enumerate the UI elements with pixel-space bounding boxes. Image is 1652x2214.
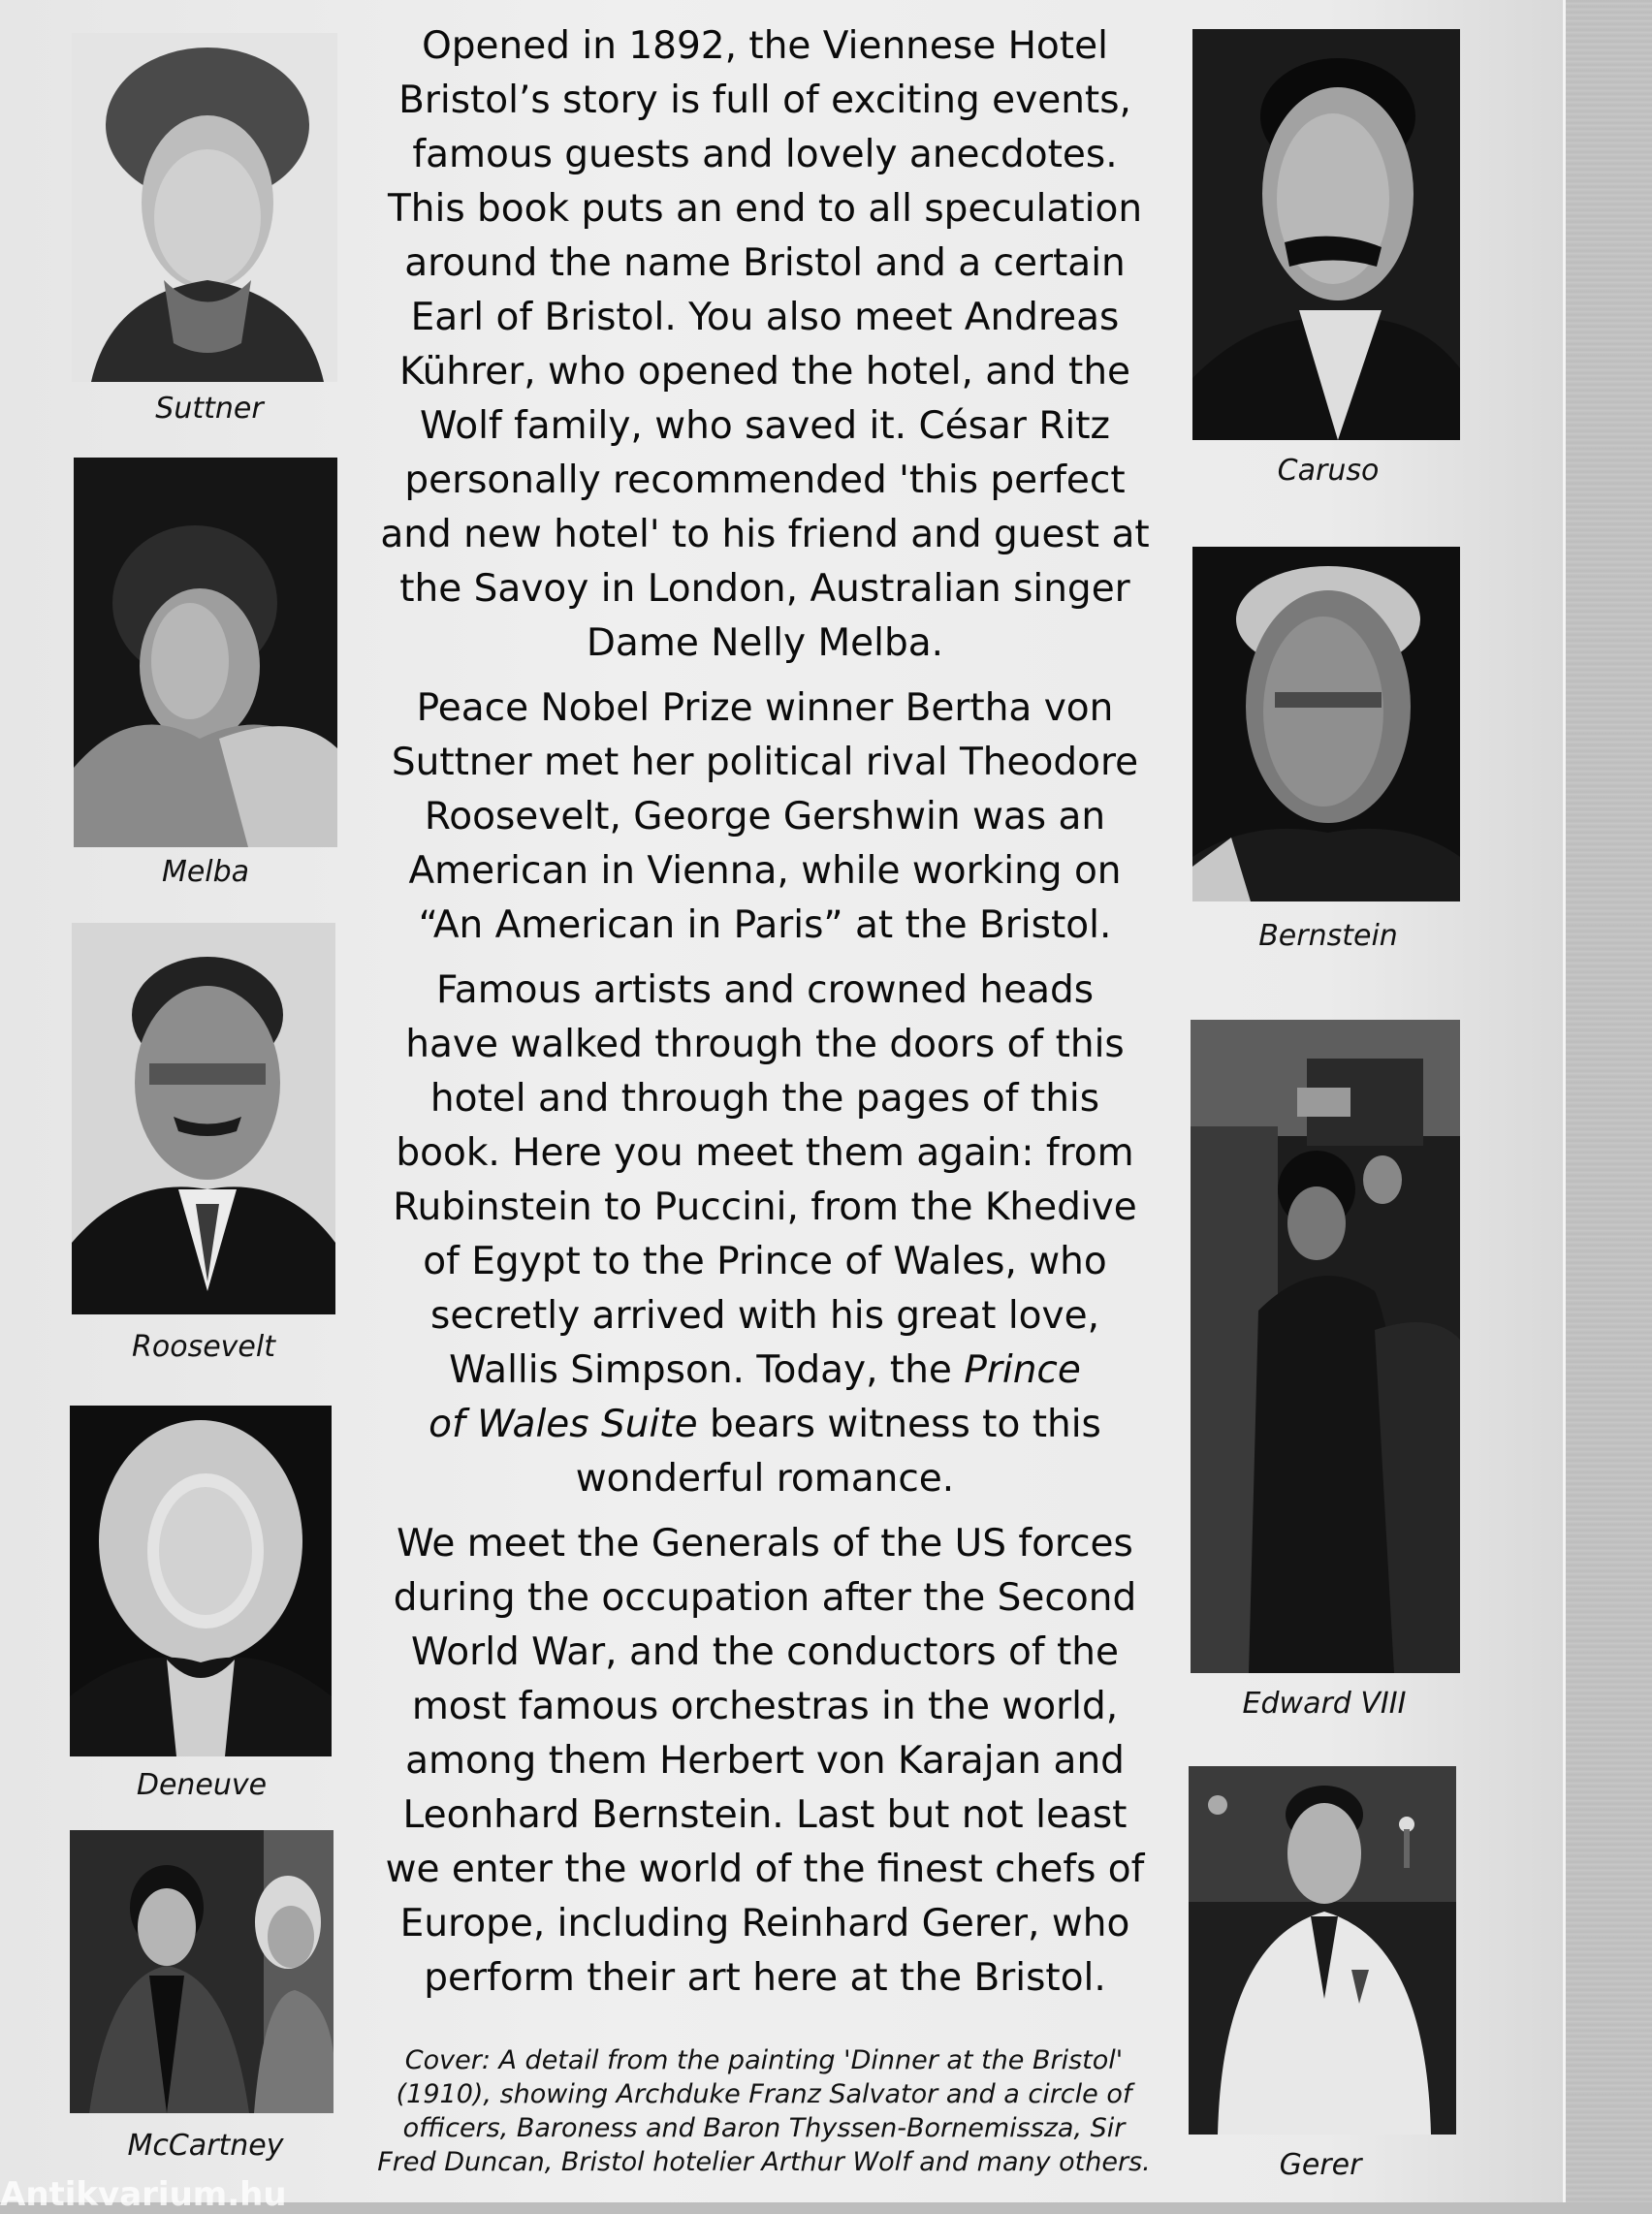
text-line: perform their art here at the Bristol. <box>424 1956 1106 2000</box>
text-line: Peace Nobel Prize winner Bertha von <box>416 686 1114 730</box>
text-line: Earl of Bristol. You also meet Andreas <box>410 296 1120 339</box>
text-line: American in Vienna, while working on <box>408 849 1122 893</box>
text-line: Opened in 1892, the Viennese Hotel <box>422 24 1108 68</box>
text-line: hotel and through the pages of this <box>429 1077 1100 1121</box>
text-line <box>372 1344 1158 1398</box>
caption-melba: Melba <box>161 855 250 889</box>
text-line: Rubinstein to Puccini, from the Khedive <box>393 1186 1137 1229</box>
text-line: book. Here you meet them again: from <box>396 1131 1134 1175</box>
portrait-gerer <box>1189 1766 1456 2135</box>
portrait-melba <box>74 458 337 847</box>
portrait-bernstein <box>1192 547 1460 901</box>
portrait-deneuve <box>70 1406 332 1756</box>
text-line: among them Herbert von Karajan and <box>405 1739 1125 1783</box>
text-segment: Wallis Simpson. Today, the <box>449 1348 965 1392</box>
caption-edward-viii: Edward VIII <box>1242 1687 1407 1721</box>
text-line: and new hotel' to his friend and guest at <box>380 513 1150 556</box>
portrait-roosevelt <box>72 923 335 1314</box>
cover-note <box>376 2043 1152 2179</box>
text-line: Dame Nelly Melba. <box>586 621 944 665</box>
text-line: the Savoy in London, Australian singer <box>399 567 1130 611</box>
caption-mccartney: McCartney <box>127 2129 284 2163</box>
text-line: Fred Duncan, Bristol hotelier Arthur Wolf and many others. <box>377 2147 1151 2177</box>
text-line: of Egypt to the Prince of Wales, who <box>423 1240 1107 1283</box>
text-line: Bristol’s story is full of exciting events, <box>398 79 1131 122</box>
caption-gerer: Gerer <box>1279 2148 1362 2182</box>
text-line: We meet the Generals of the US forces <box>397 1522 1133 1566</box>
text-line: most famous orchestras in the world, <box>411 1685 1119 1728</box>
portrait-caruso <box>1192 29 1460 440</box>
text-line: wonderful romance. <box>575 1457 955 1501</box>
paragraph-3 <box>372 964 1158 1506</box>
text-line: Suttner met her political rival Theodore <box>391 741 1139 784</box>
text-line: around the name Bristol and a certain <box>404 241 1126 285</box>
text-line: officers, Baroness and Baron Thyssen-Bornemissza, Sir <box>402 2113 1126 2143</box>
text-line: Roosevelt, George Gershwin was an <box>424 795 1106 838</box>
italic-title: of Wales Suite <box>429 1403 698 1446</box>
paragraph-1 <box>372 19 1158 671</box>
caption-roosevelt: Roosevelt <box>132 1330 275 1364</box>
text-line: we enter the world of the finest chefs of <box>385 1848 1145 1891</box>
text-line: Cover: A detail from the painting 'Dinner at the Bristol' <box>404 2045 1124 2075</box>
text-line: World War, and the conductors of the <box>411 1630 1119 1674</box>
paragraph-2 <box>372 681 1158 953</box>
caption-caruso: Caruso <box>1277 454 1380 488</box>
text-line: have walked through the doors of this <box>405 1023 1125 1066</box>
text-line <box>372 1398 1158 1452</box>
text-line: personally recommended 'this perfect <box>404 459 1126 502</box>
italic-title: Prince <box>964 1348 1081 1392</box>
book-spine-edge <box>1563 0 1652 2202</box>
portrait-edward-viii <box>1191 1020 1460 1673</box>
text-line: during the occupation after the Second <box>393 1576 1137 1620</box>
caption-deneuve: Deneuve <box>136 1768 268 1802</box>
text-line: (1910), showing Archduke Franz Salvator and a circle of <box>396 2079 1132 2109</box>
text-line: Wolf family, who saved it. César Ritz <box>419 404 1111 448</box>
portrait-mccartney <box>70 1830 334 2113</box>
blurb-text <box>372 19 1158 2016</box>
text-segment: bears witness to this <box>697 1403 1101 1446</box>
watermark: Antikvarium.hu <box>0 2175 287 2214</box>
text-line: Leonhard Bernstein. Last but not least <box>402 1793 1128 1837</box>
caption-suttner: Suttner <box>155 392 264 426</box>
text-line: Kührer, who opened the hotel, and the <box>398 350 1131 394</box>
text-line: famous guests and lovely anecdotes. <box>412 133 1118 176</box>
text-line: Famous artists and crowned heads <box>435 968 1095 1012</box>
text-line: Europe, including Reinhard Gerer, who <box>399 1902 1130 1945</box>
portrait-suttner <box>72 33 337 382</box>
text-line: “An American in Paris” at the Bristol. <box>418 903 1112 947</box>
paragraph-4 <box>372 1517 1158 2006</box>
text-line: This book puts an end to all speculation <box>387 187 1143 231</box>
text-line: secretly arrived with his great love, <box>430 1294 1099 1338</box>
caption-bernstein: Bernstein <box>1258 919 1398 953</box>
